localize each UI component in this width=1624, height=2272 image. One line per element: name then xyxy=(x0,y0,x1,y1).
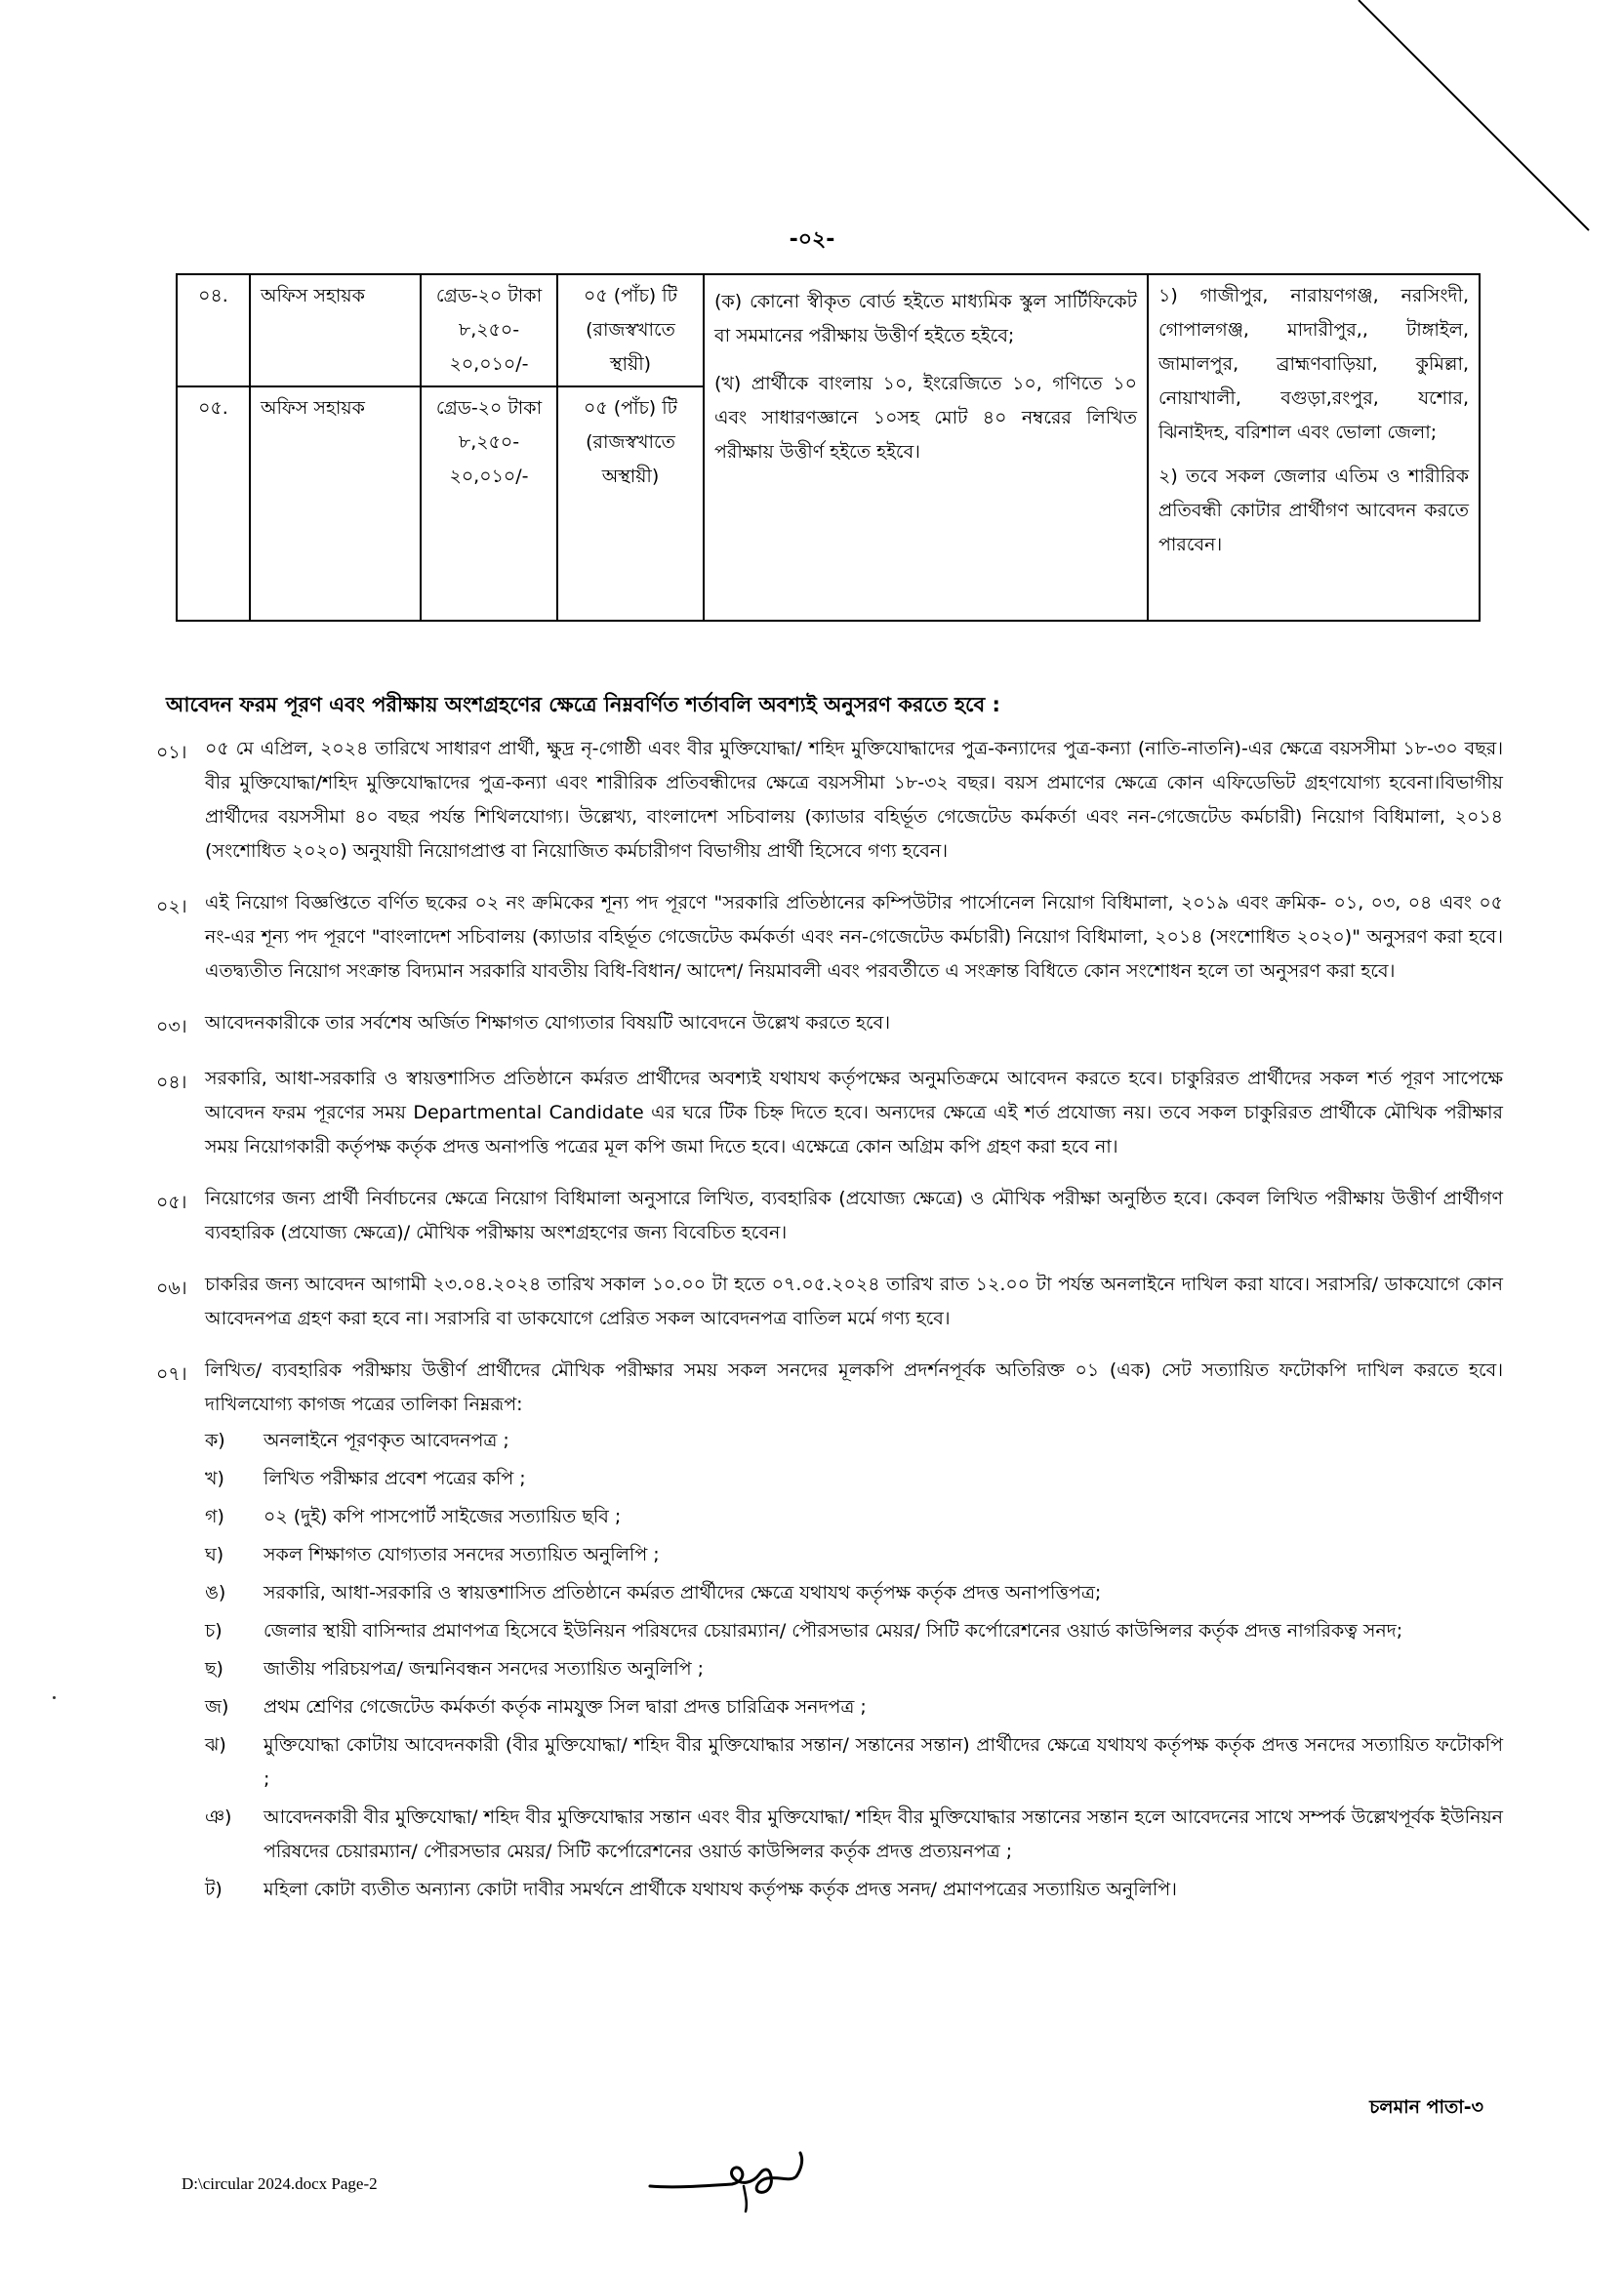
district-item: ২) তবে সকল জেলার এতিম ও শারীরিক প্রতিবন্ধী কোটার প্রার্থীগণ আবেদন করতে পারবেন। xyxy=(1158,466,1469,555)
document-item xyxy=(205,1576,1503,1610)
conditions-heading: আবেদন ফরম পূরণ এবং পরীক্ষায় অংশগ্রহণের ক্ষেত্রে নিম্নবর্ণিত শর্তাবলি অবশ্যই অনুসরণ করতে হবে : xyxy=(166,693,1000,716)
item-number: ০৫। xyxy=(156,1192,187,1213)
post-count: ০৫ (পাঁচ) টি (রাজস্বখাতে অস্থায়ী) xyxy=(557,386,704,621)
document-letter: চ) xyxy=(205,1620,223,1642)
document-letter: গ) xyxy=(205,1506,224,1527)
item-text: চাকরির জন্য আবেদন আগামী ২৩.০৪.২০২৪ তারিখ সকাল ১০.০০ টা হতে ০৭.০৫.২০২৪ তারিখ রাত ১২.০০ টা পর্যন্ত অনলাইনে দাখিল করা যাবে। সরাসরি/ ডাকযোগে কোন আবেদনপত্র গ্রহণ করা হবে না। সরাসরি বা ডাকযোগে প্রেরিত সকল আবেদনপত্র বাতিল মর্মে গণ্য হবে। xyxy=(205,1274,1503,1329)
pay-grade: গ্রেড-২০ টাকা ৮,২৫০- ২০,০১০/- xyxy=(421,274,557,386)
item-number: ০৩। xyxy=(156,1016,187,1037)
qualification-item: (ক) কোনো স্বীকৃত বোর্ড হইতে মাধ্যমিক স্কুল সার্টিফিকেট বা সমমানের পরীক্ষায় উত্তীর্ণ হইতে হইবে; xyxy=(714,291,1137,346)
condition-item xyxy=(156,1006,1503,1044)
qualification-cell xyxy=(704,274,1148,621)
document-letter: ঘ) xyxy=(205,1544,224,1565)
document-text: প্রথম শ্রেণির গেজেটেড কর্মকর্তা কর্তৃক নামযুক্ত সিল দ্বারা প্রদত্ত চারিত্রিক সনদপত্র ; xyxy=(264,1696,867,1718)
documents-list xyxy=(205,1424,1503,1907)
posts-table xyxy=(176,273,1481,622)
condition-item xyxy=(156,1354,1503,1911)
item-text: নিয়োগের জন্য প্রার্থী নির্বাচনের ক্ষেত্রে নিয়োগ বিধিমালা অনুসারে লিখিত, ব্যবহারিক (প্রযোজ্য ক্ষেত্রে) ও মৌখিক পরীক্ষা অনুষ্ঠিত হবে। কেবল লিখিত পরীক্ষায় উত্তীর্ণ প্রার্থীগণ ব্যবহারিক (প্রযোজ্য ক্ষেত্রে)/ মৌখিক পরীক্ষায় অংশগ্রহণের জন্য বিবেচিত হবেন। xyxy=(205,1188,1503,1243)
document-letter: ট) xyxy=(205,1879,223,1900)
item-number: ০১। xyxy=(156,742,187,763)
condition-item xyxy=(156,886,1503,989)
item-text: সরকারি, আধা-সরকারি ও স্বায়ত্তশাসিত প্রতিষ্ঠানে কর্মরত প্রার্থীদের অবশ্যই যথাযথ কর্তৃপক্ষের অনুমতিক্রমে আবেদন করতে হবে। চাকুরিরত প্রার্থীদের সকল শর্ত পূরণ সাপেক্ষে আবেদন ফরম পূরণের সময় Departmental Candidate এর ঘরে টিক চিহ্ন দিতে হবে। অন্যদের ক্ষেত্রে এই শর্ত প্রযোজ্য নয়। তবে সকল চাকুরিরত প্রার্থীকে মৌখিক পরীক্ষার সময় নিয়োগকারী কর্তৃপক্ষ কর্তৃক প্রদত্ত অনাপত্তি পত্রের মূল কপি জমা দিতে হবে। এক্ষেত্রে কোন অগ্রিম কপি গ্রহণ করা হবে না। xyxy=(205,1068,1503,1157)
document-item xyxy=(205,1424,1503,1458)
condition-item xyxy=(156,1182,1503,1250)
pay-grade: গ্রেড-২০ টাকা ৮,২৫০- ২০,০১০/- xyxy=(421,386,557,621)
district-item: ১) গাজীপুর, নারায়ণগঞ্জ, নরসিংদী, গোপালগঞ্জ, মাদারীপুর,, টাঙ্গাইল, জামালপুর, ব্রাহ্মণবাড়িয়া, কুমিল্লা, নোয়াখালী, বগুড়া,রংপুর, যশোর, ঝিনাইদহ, বরিশাল এবং ভোলা জেলা; xyxy=(1158,285,1469,443)
document-item xyxy=(205,1873,1503,1907)
qualification-item: (খ) প্রার্থীকে বাংলায় ১০, ইংরেজিতে ১০, গণিতে ১০ এবং সাধারণজ্ঞানে ১০সহ মোট ৪০ নম্বরের লিখিত পরীক্ষায় উত্তীর্ণ হইতে হইবে। xyxy=(714,373,1137,463)
document-text: জেলার স্থায়ী বাসিন্দার প্রমাণপত্র হিসেবে ইউনিয়ন পরিষদের চেয়ারম্যান/ পৌরসভার মেয়র/ সিটি কর্পোরেশনের ওয়ার্ড কাউন্সিলর কর্তৃক প্রদত্ত নাগরিকত্ব সনদ; xyxy=(264,1620,1403,1642)
document-item xyxy=(205,1728,1503,1797)
page-number: -০২- xyxy=(789,227,835,252)
document-item xyxy=(205,1801,1503,1869)
conditions-list xyxy=(156,732,1503,1928)
condition-item xyxy=(156,732,1503,869)
corner-scan-line xyxy=(0,0,1624,254)
document-text: সরকারি, আধা-সরকারি ও স্বায়ত্তশাসিত প্রতিষ্ঠানে কর্মরত প্রার্থীদের ক্ষেত্রে যথাযথ কর্তৃপক্ষ কর্তৃক প্রদত্ত অনাপত্তিপত্র; xyxy=(264,1582,1102,1603)
item-number: ০২। xyxy=(156,896,187,917)
document-text: ০২ (দুই) কপি পাসপোর্ট সাইজের সত্যায়িত ছবি ; xyxy=(264,1506,622,1527)
document-letter: ঙ) xyxy=(205,1582,226,1603)
item-number: ০৬। xyxy=(156,1278,187,1299)
item-number: ০৪। xyxy=(156,1072,187,1093)
row-number: ০৫. xyxy=(177,386,250,621)
document-text: অনলাইনে পূরণকৃত আবেদনপত্র ; xyxy=(264,1430,509,1451)
item-body xyxy=(205,1354,1503,1911)
document-text: মহিলা কোটা ব্যতীত অন্যান্য কোটা দাবীর সমর্থনে প্রার্থীকে যথাযথ কর্তৃপক্ষ কর্তৃক প্রদত্ত সনদ/ প্রমাণপত্রের সত্যায়িত অনুলিপি। xyxy=(264,1879,1177,1900)
condition-item xyxy=(156,1062,1503,1164)
continued-note: চলমান পাতা-৩ xyxy=(1369,2096,1483,2118)
post-name: অফিস সহায়ক xyxy=(250,386,421,621)
document-letter: ছ) xyxy=(205,1658,223,1680)
document-letter: ক) xyxy=(205,1430,225,1451)
document-text: মুক্তিযোদ্ধা কোটায় আবেদনকারী (বীর মুক্তিযোদ্ধা/ শহিদ বীর মুক্তিযোদ্ধার সন্তান/ সন্তানের সন্তান) প্রার্থীদের ক্ষেত্রে যথাযথ কর্তৃপক্ষ কর্তৃক প্রদত্ত সনদের সত্যায়িত ফটোকপি ; xyxy=(264,1734,1503,1790)
item-text: এই নিয়োগ বিজ্ঞপ্তিতে বর্ণিত ছকের ০২ নং ক্রমিকের শূন্য পদ পূরণে "সরকারি প্রতিষ্ঠানের কম্পিউটার পার্সোনেল নিয়োগ বিধিমালা, ২০১৯ এবং ক্রমিক- ০১, ০৩, ০৪ এবং ০৫ নং-এর শূন্য পদ পূরণে "বাংলাদেশ সচিবালয় (ক্যাডার বহির্ভূত গেজেটেড কর্মকর্তা এবং নন-গেজেটেড কর্মচারী) নিয়োগ বিধিমালা, ২০১৪ (সংশোধিত ২০২০)" অনুসরণ করা হবে। এতদ্ব্যতীত নিয়োগ সংক্রান্ত বিদ্যমান সরকারি যাবতীয় বিধি-বিধান/ আদেশ/ নিয়মাবলী এবং পরবর্তীতে এ সংক্রান্ত বিধিতে কোন সংশোধন হলে তা অনুসরণ করা হবে। xyxy=(205,892,1503,982)
document-item xyxy=(205,1538,1503,1572)
document-item xyxy=(205,1462,1503,1496)
row-number: ০৪. xyxy=(177,274,250,386)
item-text: লিখিত/ ব্যবহারিক পরীক্ষায় উত্তীর্ণ প্রার্থীদের মৌখিক পরীক্ষার সময় সকল সনদের মূলকপি প্রদর্শনপূর্বক অতিরিক্ত ০১ (এক) সেট সত্যায়িত ফটোকপি দাখিল করতে হবে। দাখিলযোগ্য কাগজ পত্রের তালিকা নিম্নরূপ: xyxy=(205,1359,1503,1415)
document-item xyxy=(205,1690,1503,1724)
document-text: আবেদনকারী বীর মুক্তিযোদ্ধা/ শহিদ বীর মুক্তিযোদ্ধার সন্তান এবং বীর মুক্তিযোদ্ধা/ শহিদ বীর মুক্তিযোদ্ধার সন্তানের সন্তান হলে আবেদনের সাথে সম্পর্ক উল্লেখপূর্বক ইউনিয়ন পরিষদের চেয়ারম্যান/ পৌরসভার মেয়র/ সিটি কর্পোরেশনের ওয়ার্ড কাউন্সিলর কর্তৃক প্রদত্ত প্রত্যয়নপত্র ; xyxy=(264,1806,1503,1862)
post-name: অফিস সহায়ক xyxy=(250,274,421,386)
document-text: লিখিত পরীক্ষার প্রবেশ পত্রের কপি ; xyxy=(264,1468,526,1489)
document-item xyxy=(205,1652,1503,1686)
signature xyxy=(644,2147,839,2215)
document-item xyxy=(205,1614,1503,1648)
footer-file-path: D:\circular 2024.docx Page-2 xyxy=(182,2174,378,2193)
post-count: ০৫ (পাঁচ) টি (রাজস্বখাতে স্থায়ী) xyxy=(557,274,704,386)
document-letter: ঝ) xyxy=(205,1734,226,1756)
item-text: আবেদনকারীকে তার সর্বশেষ অর্জিত শিক্ষাগত যোগ্যতার বিষয়টি আবেদনে উল্লেখ করতে হবে। xyxy=(205,1012,891,1034)
document-letter: জ) xyxy=(205,1696,229,1718)
scan-speck xyxy=(53,1696,56,1699)
district-cell xyxy=(1148,274,1480,621)
document-item xyxy=(205,1500,1503,1534)
document-letter: ঞ) xyxy=(205,1806,232,1828)
item-number: ০৭। xyxy=(156,1363,187,1385)
condition-item xyxy=(156,1268,1503,1336)
document-text: সকল শিক্ষাগত যোগ্যতার সনদের সত্যায়িত অনুলিপি ; xyxy=(264,1544,660,1565)
item-text: ০৫ মে এপ্রিল, ২০২৪ তারিখে সাধারণ প্রার্থী, ক্ষুদ্র নৃ-গোষ্ঠী এবং বীর মুক্তিযোদ্ধা/ শহিদ মুক্তিযোদ্ধাদের পুত্র-কন্যাদের পুত্র-কন্যা (নাতি-নাতনি)-এর ক্ষেত্রে বয়সসীমা ১৮-৩০ বছর। বীর মুক্তিযোদ্ধা/শহিদ মুক্তিযোদ্ধাদের পুত্র-কন্যা এবং শারীরিক প্রতিবন্ধীদের ক্ষেত্রে বয়সসীমা ১৮-৩২ বছর। বয়স প্রমাণের ক্ষেত্রে কোন এফিডেভিট গ্রহণযোগ্য হবেনা।বিভাগীয় প্রার্থীদের বয়সসীমা ৪০ বছর পর্যন্ত শিথিলযোগ্য। উল্লেখ্য, বাংলাদেশ সচিবালয় (ক্যাডার বহির্ভূত গেজেটেড কর্মকর্তা এবং নন-গেজেটেড কর্মচারী) নিয়োগ বিধিমালা, ২০১৪ (সংশোধিত ২০২০) অনুযায়ী নিয়োগপ্রাপ্ত বা নিয়োজিত কর্মচারীগণ বিভাগীয় প্রার্থী হিসেবে গণ্য হবেন। xyxy=(205,738,1503,862)
document-text: জাতীয় পরিচয়পত্র/ জন্মনিবন্ধন সনদের সত্যায়িত অনুলিপি ; xyxy=(264,1658,705,1680)
table-row xyxy=(177,274,1480,386)
document-letter: খ) xyxy=(205,1468,224,1489)
